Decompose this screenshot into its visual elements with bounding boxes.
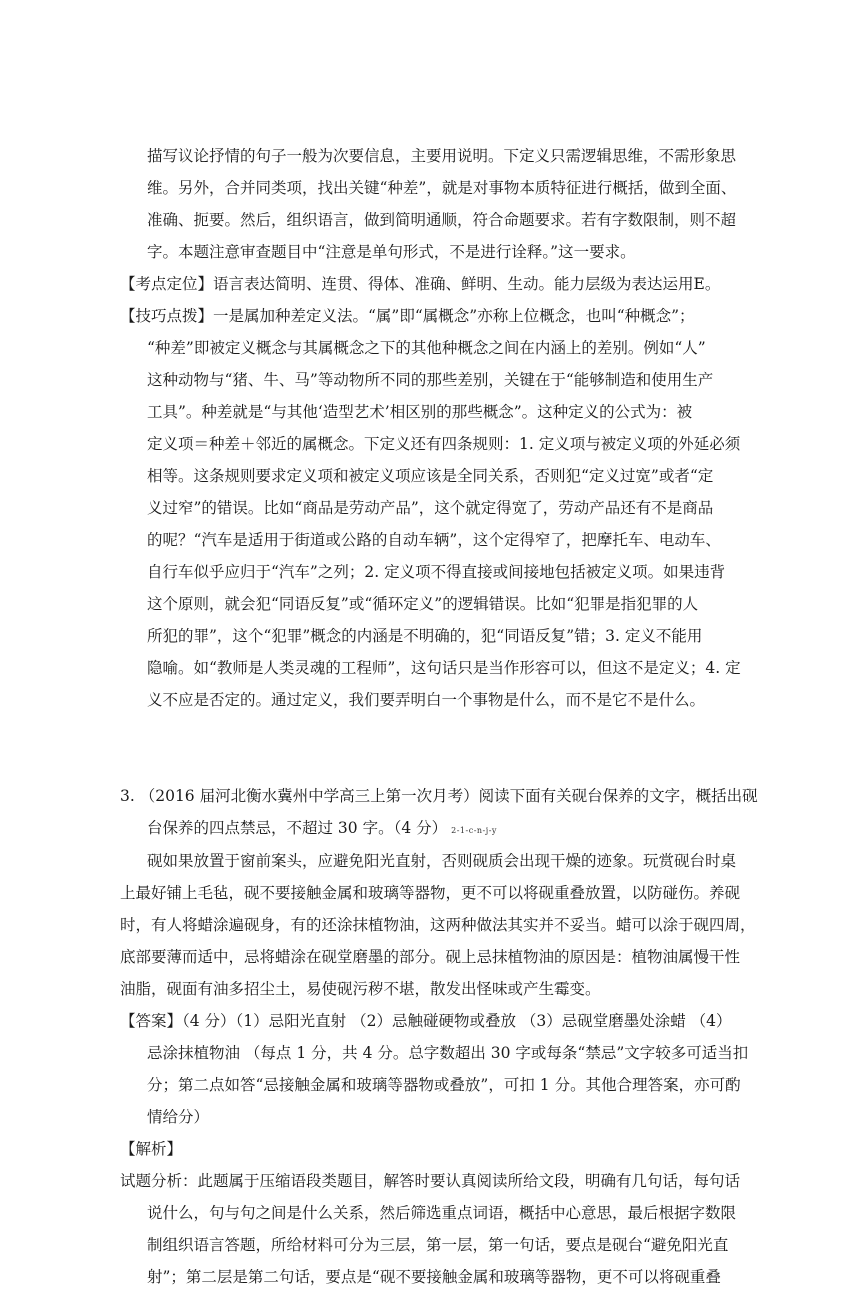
text-line: 这种动物与“猪、牛、马”等动物所不同的那些差别，关键在于“能够制造和使用生产 [147, 371, 714, 389]
question-line: 3. （2016 届河北衡水冀州中学高三上第一次月考）阅读下面有关砚台保养的文字，概括出砚 [120, 787, 758, 805]
answer-line: 情给分） [147, 1108, 210, 1126]
text-line: 这个原则，就会犯“同语反复”或“循环定义”的逻辑错误。比如“犯罪是指犯罪的人 [147, 595, 699, 613]
text-line: 自行车似乎应归于“汽车”之列；2. 定义项不得直接或间接地包括被定义项。如果违背 [147, 563, 726, 581]
passage-line: 时，有人将蜡涂遍砚身，有的还涂抹植物油，这两种做法其实并不妥当。蜡可以涂于砚四周， [120, 916, 756, 934]
text-line: 隐喻。如“教师是人类灵魂的工程师”，这句话只是当作形容可以，但这不是定义；4. 定 [147, 659, 741, 677]
answer-line: 【答案】（4 分）（1）忌阳光直射 （2）忌触碰硬物或叠放 （3）忌砚堂磨墨处涂蜡 （4） [120, 1012, 732, 1030]
answer-line: 分；第二点如答“忌接触金属和玻璃等器物或叠放”，可扣 1 分。其他合理答案，亦可酌 [147, 1076, 741, 1094]
text-line: 准确、扼要。然后，组织语言，做到简明通顺，符合命题要求。若有字数限制，则不超 [147, 211, 737, 229]
question-line: 台保养的四点禁忌，不超过 30 字。（4 分） 2-1-c-n-j-y [147, 819, 497, 837]
text-line: 义不应是否定的。通过定义，我们要弄明白一个事物是什么，而不是它不是什么。 [147, 691, 706, 709]
text-line: 工具”。种差就是“与其他‘造型艺术’相区别的那些概念”。这种定义的公式为：被 [147, 403, 693, 421]
analysis-line: 说什么，句与句之间是什么关系，然后筛选重点词语，概括中心意思，最后根据字数限 [147, 1204, 737, 1222]
analysis-heading: 【解析】 [120, 1140, 183, 1158]
jiqiao-line: 【技巧点拨】一是属加种差定义法。“属”即“属概念”亦称上位概念，也叫“种概念”； [120, 307, 695, 325]
text-line: 定义项＝种差＋邻近的属概念。下定义还有四条规则：1. 定义项与被定义项的外延必须 [147, 435, 741, 453]
text-line: 相等。这条规则要求定义项和被定义项应该是全同关系，否则犯“定义过宽”或者“定 [147, 467, 714, 485]
answer-line: 忌涂抹植物油 （每点 1 分，共 4 分。总字数超出 30 字或每条“禁忌”文字较多可适当扣 [147, 1044, 749, 1062]
passage-line: 砚如果放置于窗前案头，应避免阳光直射，否则砚质会出现干燥的迹象。玩赏砚台时桌 [147, 852, 737, 870]
text-line: 字。本题注意审查题目中“注意是单句形式，不是进行诠释。”这一要求。 [147, 243, 636, 261]
passage-line: 油脂，砚面有油多招尘土，易使砚污秽不堪，散发出怪味或产生霉变。 [120, 980, 601, 998]
text-line: 维。另外，合并同类项，找出关键“种差”，就是对事物本质特征进行概括，做到全面、 [147, 179, 737, 197]
text-line: 描写议论抒情的句子一般为次要信息，主要用说明。下定义只需逻辑思维，不需形象思 [147, 147, 737, 165]
text-line: 的呢？“汽车是适用于街道或公路的自动车辆”，这个定得窄了，把摩托车、电动车、 [147, 531, 721, 549]
text-line: “种差”即被定义概念与其属概念之下的其他种概念之间在内涵上的差别。例如“人” [147, 339, 706, 357]
kaodian-line: 【考点定位】语言表达简明、连贯、得体、准确、鲜明、生动。能力层级为表达运用E。 [120, 275, 721, 293]
analysis-line: 射”；第二层是第二句话，要点是“砚不要接触金属和玻璃等器物，更不可以将砚重叠 [147, 1268, 721, 1286]
analysis-line: 试题分析：此题属于压缩语段类题目，解答时要认真阅读所给文段，明确有几句话，每句话 [120, 1172, 741, 1190]
passage-line: 上最好铺上毛毡，砚不要接触金属和玻璃等器物，更不可以将砚重叠放置，以防碰伤。养砚 [120, 884, 741, 902]
passage-line: 底部要薄而适中，忌将蜡涂在砚堂磨墨的部分。砚上忌抹植物油的原因是：植物油属慢干性 [120, 948, 741, 966]
text-line: 所犯的罪”，这个“犯罪”概念的内涵是不明确的，犯“同语反复”错；3. 定义不能用 [147, 627, 703, 645]
analysis-line: 制组织语言答题，所给材料可分为三层，第一层，第一句话，要点是砚台“避免阳光直 [147, 1236, 729, 1254]
text-line: 义过窄”的错误。比如“商品是劳动产品”，这个就定得宽了，劳动产品还有不是商品 [147, 499, 714, 517]
source-mark: 2-1-c-n-j-y [451, 826, 497, 835]
